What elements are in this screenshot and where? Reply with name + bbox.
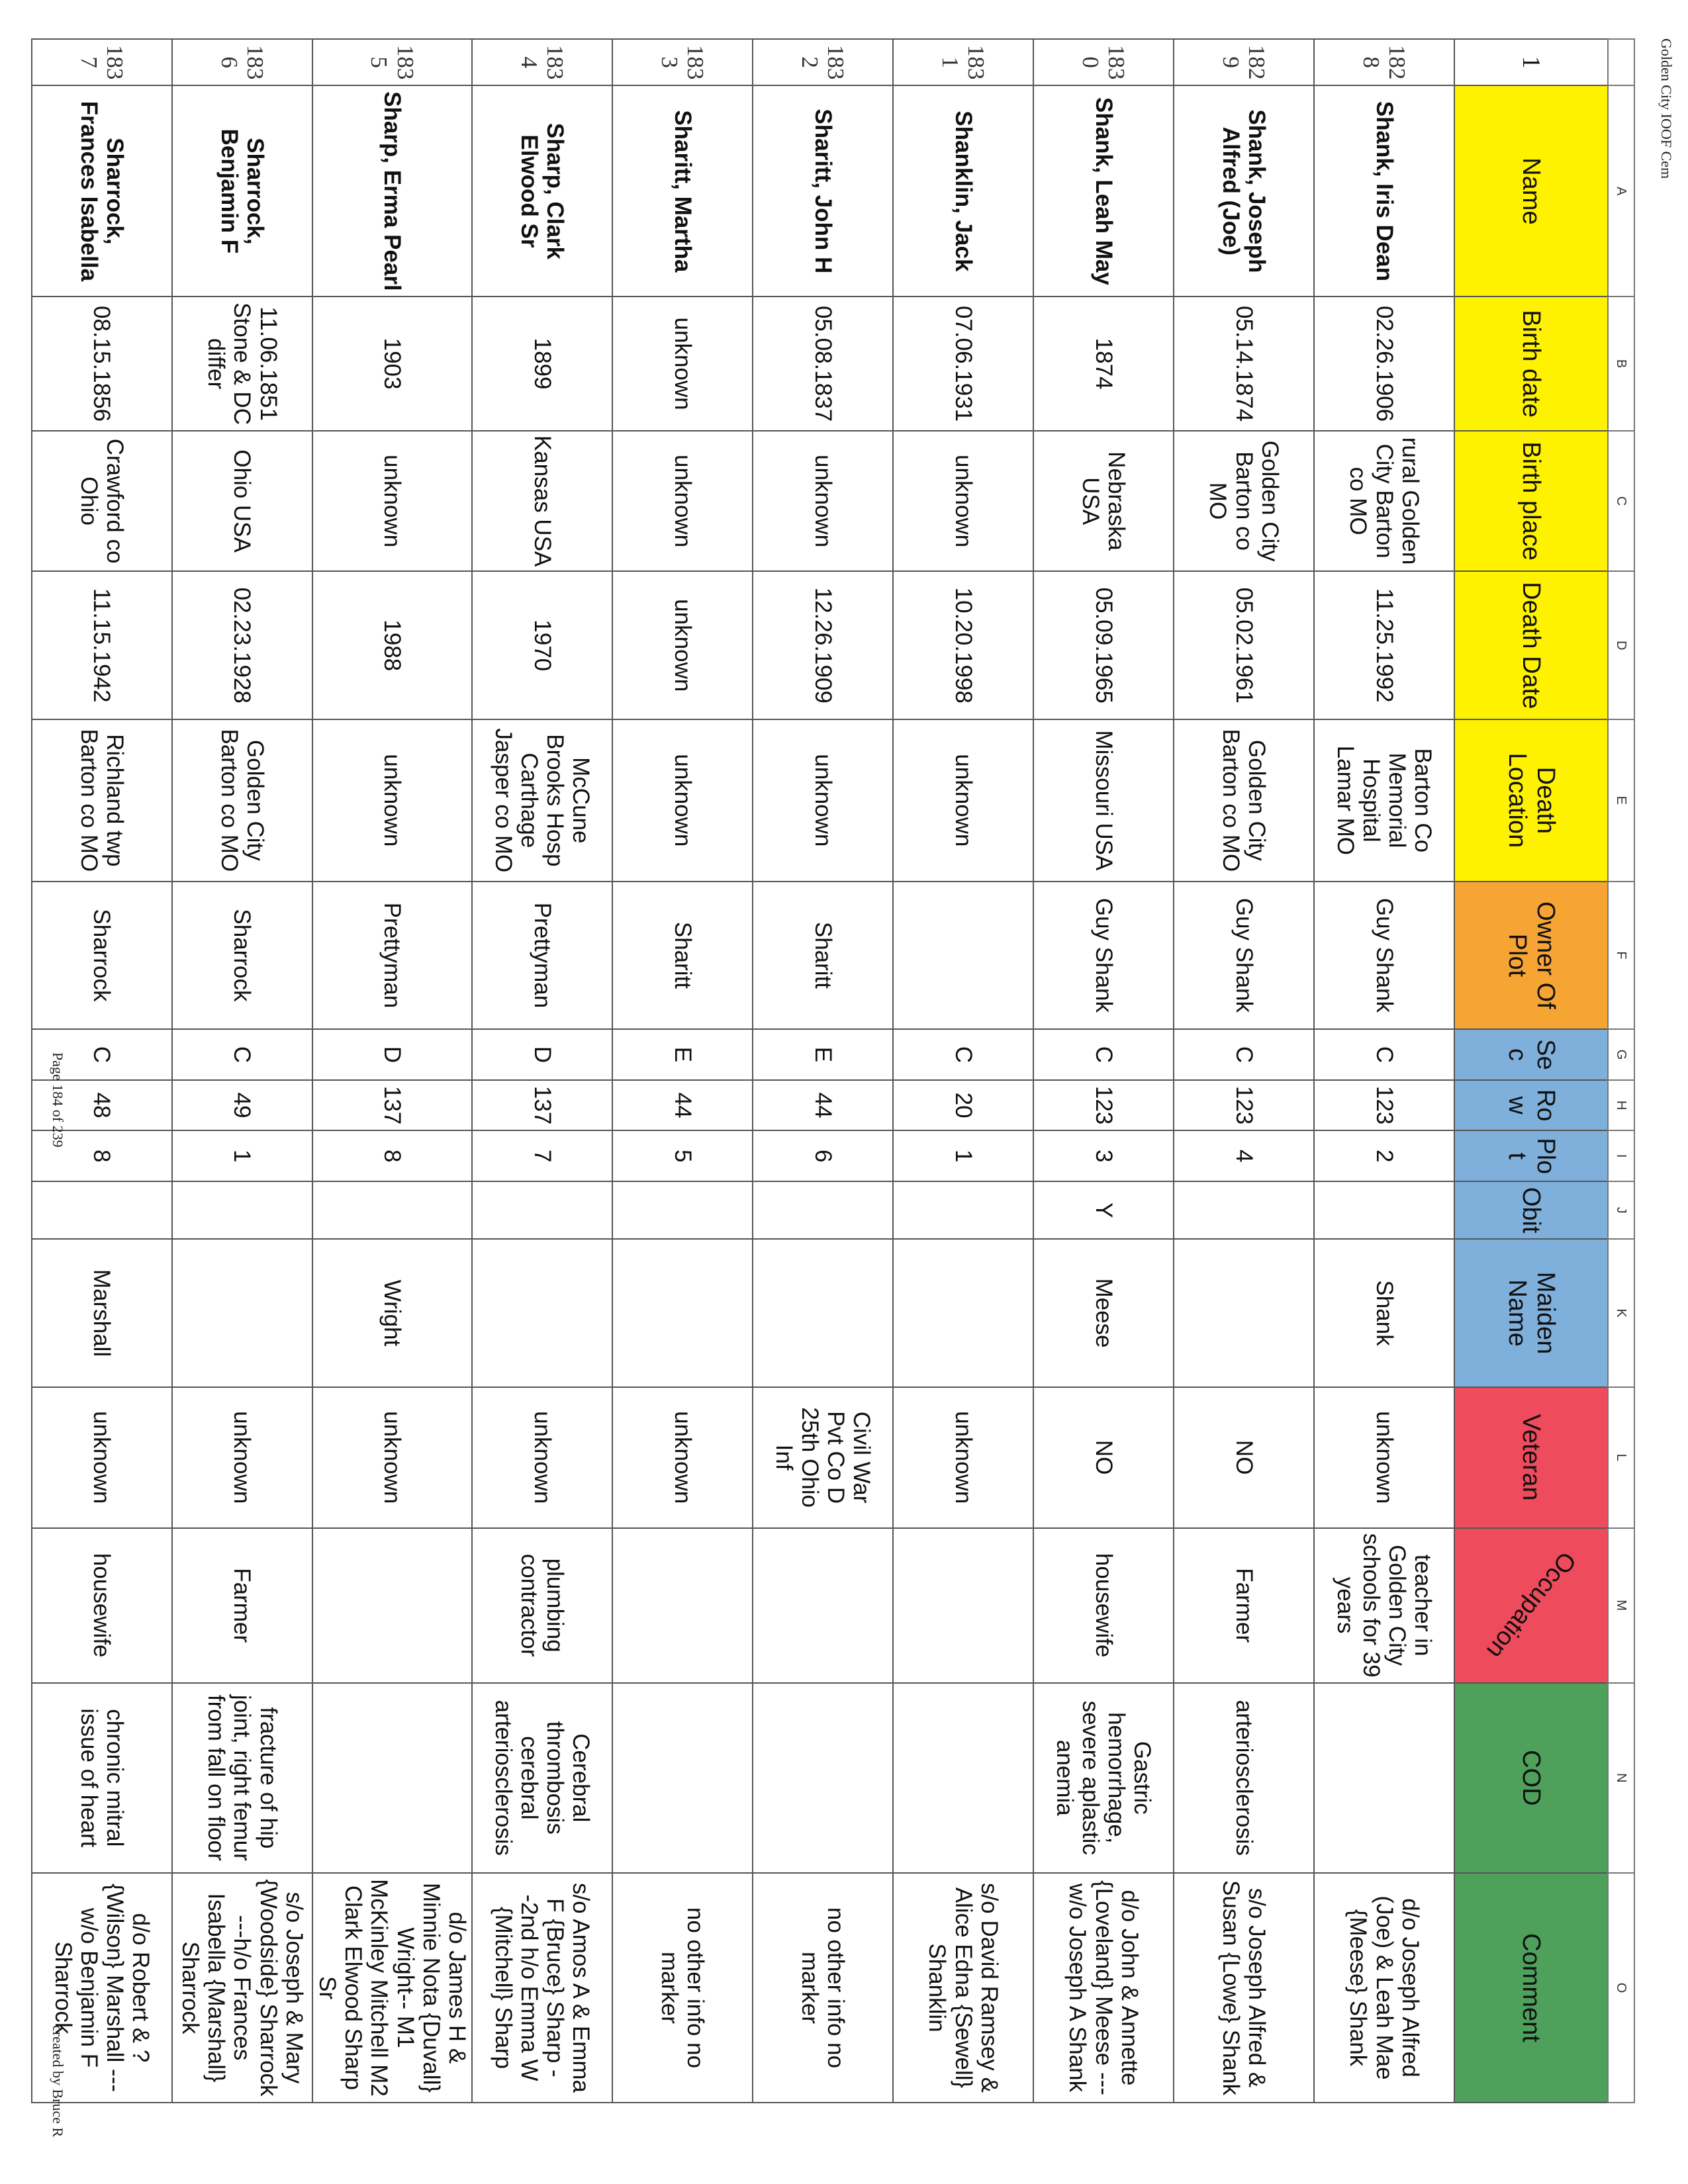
plot-cell: 7 xyxy=(472,1130,612,1181)
sec-cell: C xyxy=(172,1029,312,1080)
birth-place-cell: Ohio USA xyxy=(172,431,312,572)
death-date-cell: 12.26.1909 xyxy=(753,571,893,719)
row-cell: 44 xyxy=(753,1080,893,1131)
owner-cell xyxy=(893,882,1033,1029)
birth-date-cell: 05.14.1874 xyxy=(1174,296,1314,430)
death-location-cell: unknown xyxy=(753,719,893,882)
occupation-cell xyxy=(312,1528,472,1683)
column-letter: A xyxy=(1608,85,1634,296)
column-letter: C xyxy=(1608,431,1634,572)
comment-cell: no other info no marker xyxy=(612,1873,753,2103)
name-cell: Shank, Iris Dean xyxy=(1314,85,1454,296)
header-obit: Obit xyxy=(1454,1181,1608,1239)
birth-place-cell: unknown xyxy=(312,431,472,572)
column-letter: B xyxy=(1608,296,1634,430)
birth-place-cell: unknown xyxy=(893,431,1033,572)
maiden-name-cell: Shank xyxy=(1314,1239,1454,1387)
occupation-cell: plumbing contractor xyxy=(472,1528,612,1683)
veteran-cell: unknown xyxy=(32,1387,172,1528)
maiden-name-cell: Meese xyxy=(1033,1239,1174,1387)
occupation-cell: housewife xyxy=(1033,1528,1174,1683)
header-death-location: Death Location xyxy=(1454,719,1608,882)
cod-cell: chronic mitral issue of heart xyxy=(32,1683,172,1873)
cod-cell: Cerebral thrombosis cerebral arteriosclerosis xyxy=(472,1683,612,1873)
veteran-cell: unknown xyxy=(312,1387,472,1528)
maiden-name-cell xyxy=(172,1239,312,1387)
name-cell: Sharp, Clark Elwood Sr xyxy=(472,85,612,296)
death-location-cell: Missouri USA xyxy=(1033,719,1174,882)
sec-cell: C xyxy=(1033,1029,1174,1080)
header-birth-place: Birth place xyxy=(1454,431,1608,572)
birth-date-cell: 1903 xyxy=(312,296,472,430)
header-birth-date: Birth date xyxy=(1454,296,1608,430)
cod-cell: arteriosclerosis xyxy=(1174,1683,1314,1873)
obit-cell: Y xyxy=(1033,1181,1174,1239)
sec-cell: D xyxy=(472,1029,612,1080)
obit-cell xyxy=(312,1181,472,1239)
column-letter-row xyxy=(1608,39,1634,2103)
plot-cell: 6 xyxy=(753,1130,893,1181)
cod-cell: fracture of hip joint, right femur from fall on floor xyxy=(172,1683,312,1873)
column-letter: O xyxy=(1608,1873,1634,2103)
sec-cell: C xyxy=(1314,1029,1454,1080)
table-row xyxy=(1314,39,1454,2103)
occupation-cell: teacher in Golden City schools for 39 years xyxy=(1314,1528,1454,1683)
column-letter: L xyxy=(1608,1387,1634,1528)
obit-cell xyxy=(612,1181,753,1239)
maiden-name-cell xyxy=(612,1239,753,1387)
obit-cell xyxy=(32,1181,172,1239)
row-number: 1837 xyxy=(32,39,172,85)
header-sec: Sec xyxy=(1454,1029,1608,1080)
owner-cell: Prettyman xyxy=(312,882,472,1029)
veteran-cell: unknown xyxy=(893,1387,1033,1528)
death-location-cell: unknown xyxy=(612,719,753,882)
maiden-name-cell: Marshall xyxy=(32,1239,172,1387)
veteran-cell: unknown xyxy=(612,1387,753,1528)
row-cell: 123 xyxy=(1033,1080,1174,1131)
birth-place-cell: unknown xyxy=(753,431,893,572)
owner-cell: Guy Shank xyxy=(1174,882,1314,1029)
row-number: 1829 xyxy=(1174,39,1314,85)
death-date-cell: unknown xyxy=(612,571,753,719)
birth-date-cell: 02.26.1906 xyxy=(1314,296,1454,430)
birth-date-cell: 11.06.1851 Stone & DC differ xyxy=(172,296,312,430)
plot-cell: 1 xyxy=(893,1130,1033,1181)
table-row xyxy=(612,39,753,2103)
death-date-cell: 05.09.1965 xyxy=(1033,571,1174,719)
column-letter: N xyxy=(1608,1683,1634,1873)
occupation-cell xyxy=(753,1528,893,1683)
column-letter: G xyxy=(1608,1029,1634,1080)
sec-cell: E xyxy=(753,1029,893,1080)
comment-cell: d/o John & Annette {Loveland} Meese ---w/o Joseph A Shank xyxy=(1033,1873,1174,2103)
death-date-cell: 10.20.1998 xyxy=(893,571,1033,719)
veteran-cell: Civil War Pvt Co D 25th Ohio Inf xyxy=(753,1387,893,1528)
row-cell: 123 xyxy=(1314,1080,1454,1131)
plot-cell: 8 xyxy=(312,1130,472,1181)
table-row xyxy=(172,39,312,2103)
owner-cell: Sharitt xyxy=(753,882,893,1029)
column-letter: H xyxy=(1608,1080,1634,1131)
comment-cell: d/o Robert & ? {Wilson} Marshall ---w/o Benjamin F Sharrock xyxy=(32,1873,172,2103)
occupation-cell: Farmer xyxy=(1174,1528,1314,1683)
header-row xyxy=(1454,39,1608,2103)
column-letter: E xyxy=(1608,719,1634,882)
birth-date-cell: 1874 xyxy=(1033,296,1174,430)
name-cell: Sharitt, John H xyxy=(753,85,893,296)
row-number: 1836 xyxy=(172,39,312,85)
sec-cell: C xyxy=(893,1029,1033,1080)
birth-place-cell: Golden City Barton co MO xyxy=(1174,431,1314,572)
cod-cell xyxy=(612,1683,753,1873)
birth-place-cell: Kansas USA xyxy=(472,431,612,572)
name-cell: Sharp, Erma Pearl xyxy=(312,85,472,296)
footer-cemetery-name: Golden City IOOF Cem xyxy=(1658,38,1675,179)
header-occupation xyxy=(1454,1528,1608,1683)
comment-cell: no other info no marker xyxy=(753,1873,893,2103)
occupation-cell xyxy=(612,1528,753,1683)
row-number: 1831 xyxy=(893,39,1033,85)
header-comment: Comment xyxy=(1454,1873,1608,2103)
name-cell: Sharrock, Frances Isabella xyxy=(32,85,172,296)
veteran-cell: unknown xyxy=(172,1387,312,1528)
birth-place-cell: Nebraska USA xyxy=(1033,431,1174,572)
header-death-date: Death Date xyxy=(1454,571,1608,719)
comment-cell: s/o Amos A & Emma F {Bruce} Sharp --2nd h/o Emma W {Mitchell} Sharp xyxy=(472,1873,612,2103)
name-cell: Shank, Joseph Alfred (Joe) xyxy=(1174,85,1314,296)
row-cell: 20 xyxy=(893,1080,1033,1131)
maiden-name-cell: Wright xyxy=(312,1239,472,1387)
maiden-name-cell xyxy=(893,1239,1033,1387)
veteran-cell: NO xyxy=(1033,1387,1174,1528)
column-letter: M xyxy=(1608,1528,1634,1683)
cod-cell xyxy=(312,1683,472,1873)
comment-cell: s/o David Ramsey & Alice Edna {Sewell} Shanklin xyxy=(893,1873,1033,2103)
comment-cell: s/o Joseph & Mary {Woodside} Sharrock ---h/o Frances Isabella {Marshall} Sharrock xyxy=(172,1873,312,2103)
obit-cell xyxy=(1174,1181,1314,1239)
row-cell: 48 xyxy=(32,1080,172,1131)
footer-page-number: Page 184 of 239 xyxy=(50,1052,66,1148)
death-location-cell: Golden City Barton co MO xyxy=(1174,719,1314,882)
veteran-cell: NO xyxy=(1174,1387,1314,1528)
plot-cell: 1 xyxy=(172,1130,312,1181)
header-occupation-label: Occupation xyxy=(1481,1547,1581,1664)
table-row xyxy=(1174,39,1314,2103)
death-date-cell: 11.25.1992 xyxy=(1314,571,1454,719)
comment-cell: d/o James H & Minnie Nota {Duvall} Wright-- M1 McKinley Mitchell M2 Clark Elwood Sharp Sr xyxy=(312,1873,472,2103)
plot-cell: 5 xyxy=(612,1130,753,1181)
plot-cell: 2 xyxy=(1314,1130,1454,1181)
birth-date-cell: 08.15.1856 xyxy=(32,296,172,430)
table-row xyxy=(1033,39,1174,2103)
occupation-cell: Farmer xyxy=(172,1528,312,1683)
occupation-cell xyxy=(893,1528,1033,1683)
header-cod: COD xyxy=(1454,1683,1608,1873)
death-location-cell: Golden City Barton co MO xyxy=(172,719,312,882)
sec-cell: C xyxy=(32,1029,172,1080)
row-number: 1832 xyxy=(753,39,893,85)
column-letter: D xyxy=(1608,571,1634,719)
plot-cell: 3 xyxy=(1033,1130,1174,1181)
cod-cell xyxy=(1314,1683,1454,1873)
owner-cell: Guy Shank xyxy=(1033,882,1174,1029)
owner-cell: Sharrock xyxy=(172,882,312,1029)
sec-cell: D xyxy=(312,1029,472,1080)
veteran-cell: unknown xyxy=(1314,1387,1454,1528)
birth-place-cell: unknown xyxy=(612,431,753,572)
column-letter: F xyxy=(1608,882,1634,1029)
birth-date-cell: unknown xyxy=(612,296,753,430)
header-maiden-name: Maiden Name xyxy=(1454,1239,1608,1387)
row-cell: 49 xyxy=(172,1080,312,1131)
owner-cell: Sharitt xyxy=(612,882,753,1029)
table-row xyxy=(893,39,1033,2103)
row-cell: 137 xyxy=(312,1080,472,1131)
header-row-number: 1 xyxy=(1454,39,1608,85)
maiden-name-cell xyxy=(472,1239,612,1387)
header-plot: Plot xyxy=(1454,1130,1608,1181)
birth-place-cell: rural Golden City Barton co MO xyxy=(1314,431,1454,572)
cod-cell: Gastric hemorrhage, severe aplastic anemia xyxy=(1033,1683,1174,1873)
row-number: 1828 xyxy=(1314,39,1454,85)
column-letter: I xyxy=(1608,1130,1634,1181)
death-date-cell: 1988 xyxy=(312,571,472,719)
birth-date-cell: 1899 xyxy=(472,296,612,430)
obit-cell xyxy=(1314,1181,1454,1239)
death-date-cell: 1970 xyxy=(472,571,612,719)
death-date-cell: 05.02.1961 xyxy=(1174,571,1314,719)
name-cell: Sharrock, Benjamin F xyxy=(172,85,312,296)
column-letter: K xyxy=(1608,1239,1634,1387)
name-cell: Shanklin, Jack xyxy=(893,85,1033,296)
cod-cell xyxy=(753,1683,893,1873)
burial-records-table xyxy=(31,38,1635,2103)
table-row xyxy=(312,39,472,2103)
death-location-cell: McCune Brooks Hosp Carthage Jasper co MO xyxy=(472,719,612,882)
name-cell: Sharitt, Martha xyxy=(612,85,753,296)
owner-cell: Prettyman xyxy=(472,882,612,1029)
death-location-cell: Richland twp Barton co MO xyxy=(32,719,172,882)
corner-cell xyxy=(1608,39,1634,85)
obit-cell xyxy=(753,1181,893,1239)
sec-cell: E xyxy=(612,1029,753,1080)
comment-cell: s/o Joseph Alfred & Susan {Lowe} Shank xyxy=(1174,1873,1314,2103)
row-number: 1833 xyxy=(612,39,753,85)
name-cell: Shank, Leah May xyxy=(1033,85,1174,296)
row-cell: 123 xyxy=(1174,1080,1314,1131)
row-cell: 44 xyxy=(612,1080,753,1131)
maiden-name-cell xyxy=(1174,1239,1314,1387)
death-date-cell: 02.23.1928 xyxy=(172,571,312,719)
header-owner-of-plot: Owner Of Plot xyxy=(1454,882,1608,1029)
plot-cell: 4 xyxy=(1174,1130,1314,1181)
obit-cell xyxy=(472,1181,612,1239)
row-number: 1834 xyxy=(472,39,612,85)
row-number: 1830 xyxy=(1033,39,1174,85)
maiden-name-cell xyxy=(753,1239,893,1387)
row-cell: 137 xyxy=(472,1080,612,1131)
plot-cell: 8 xyxy=(32,1130,172,1181)
header-row: Row xyxy=(1454,1080,1608,1131)
row-number: 1835 xyxy=(312,39,472,85)
veteran-cell: unknown xyxy=(472,1387,612,1528)
death-date-cell: 11.15.1942 xyxy=(32,571,172,719)
birth-date-cell: 05.08.1837 xyxy=(753,296,893,430)
obit-cell xyxy=(172,1181,312,1239)
death-location-cell: unknown xyxy=(312,719,472,882)
header-veteran: Veteran xyxy=(1454,1387,1608,1528)
header-name: Name xyxy=(1454,85,1608,296)
occupation-cell: housewife xyxy=(32,1528,172,1683)
footer-creator: created by Bruce R xyxy=(50,2025,66,2138)
obit-cell xyxy=(893,1181,1033,1239)
death-location-cell: unknown xyxy=(893,719,1033,882)
column-letter: J xyxy=(1608,1181,1634,1239)
birth-place-cell: Crawford co Ohio xyxy=(32,431,172,572)
sec-cell: C xyxy=(1174,1029,1314,1080)
owner-cell: Sharrock xyxy=(32,882,172,1029)
table-row xyxy=(753,39,893,2103)
death-location-cell: Barton Co Memorial Hospital Lamar MO xyxy=(1314,719,1454,882)
cod-cell xyxy=(893,1683,1033,1873)
owner-cell: Guy Shank xyxy=(1314,882,1454,1029)
comment-cell: d/o Joseph Alfred (Joe) & Leah Mae {Meese} Shank xyxy=(1314,1873,1454,2103)
table-row xyxy=(472,39,612,2103)
birth-date-cell: 07.06.1931 xyxy=(893,296,1033,430)
